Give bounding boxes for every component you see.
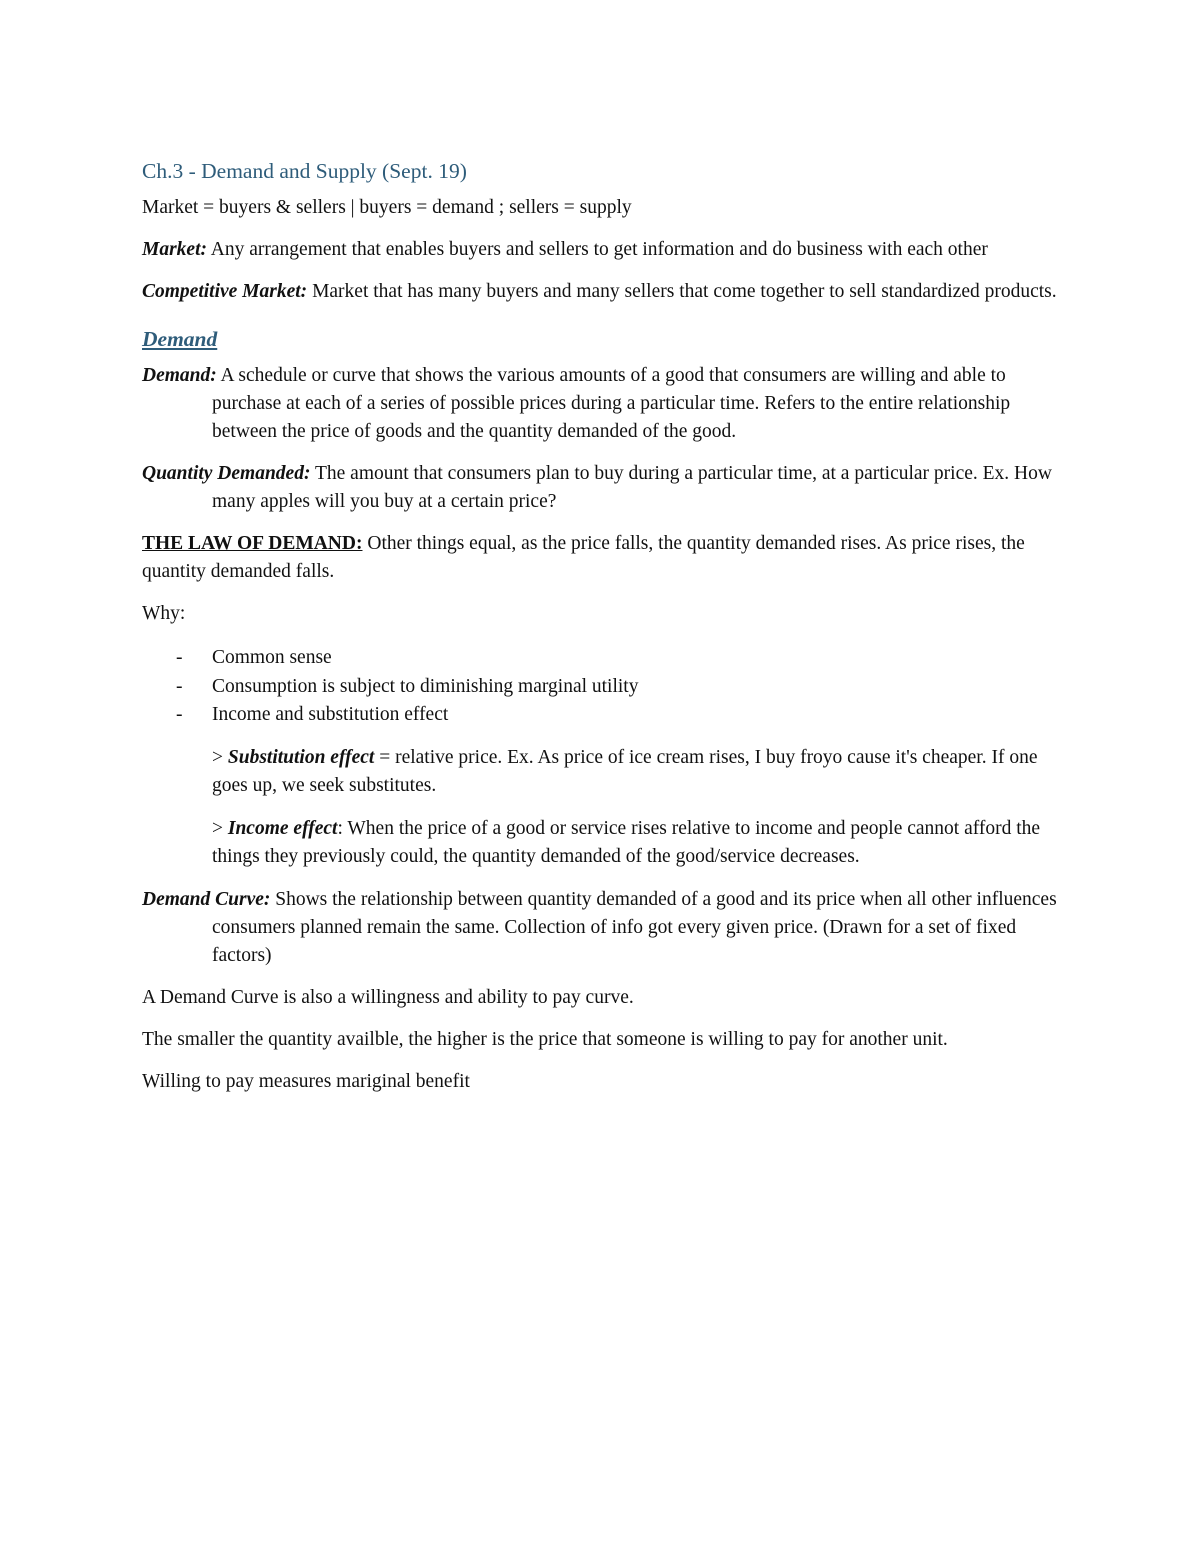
income-effect xyxy=(142,815,1062,871)
law-text: Other things equal, as the price falls, the quantity demanded rises. As price rises, the quantity demanded falls. xyxy=(142,533,1025,582)
definition-demand-curve xyxy=(142,886,1062,970)
list-item-text: Consumption is subject to diminishing marginal utility xyxy=(212,675,639,697)
effect-text: = relative price. Ex. As price of ice cream rises, I buy froyo cause it's cheaper. If one goes up, we seek substitutes. xyxy=(212,746,1038,796)
dash-bullet: - xyxy=(176,704,183,725)
reasons-list xyxy=(142,644,1062,730)
effect-term: Income effect xyxy=(227,817,338,839)
definition-demand xyxy=(142,362,1062,446)
section-heading-demand: Demand xyxy=(142,327,218,351)
list-item xyxy=(142,673,1062,702)
why-label: Why: xyxy=(142,603,186,624)
definition-market xyxy=(142,236,1062,264)
list-item-text: Income and substitution effect xyxy=(212,704,449,725)
definition-competitive-market xyxy=(142,278,1062,306)
definition-text: A schedule or curve that shows the various amounts of a good that consumers are willing and able to purchase at each of a series of possible prices during a particular time. Refers to the entire relationship between the price of goods and the quantity demanded of the good. xyxy=(212,365,1011,442)
substitution-effect xyxy=(142,744,1062,800)
effect-term: Substitution effect xyxy=(227,746,375,768)
closing-line: The smaller the quantity availble, the higher is the price that someone is willing to pay for another unit. xyxy=(142,1028,948,1050)
effect-text: : When the price of a good or service rises relative to income and people cannot afford the things they previously could, the quantity demanded of the good/service decreases. xyxy=(212,817,1041,867)
definition-text: The amount that consumers plan to buy during a particular time, at a particular price. Ex. How many apples will you buy at a certain price? xyxy=(212,463,1052,512)
definition-text: Any arrangement that enables buyers and sellers to get information and do business with each other xyxy=(207,239,988,260)
definition-term: Quantity Demanded: xyxy=(142,463,311,484)
definition-text: Shows the relationship between quantity demanded of a good and its price when all other influences consumers planned remain the same. Collection of info got every given price. (Drawn for a set of fixed factors) xyxy=(212,888,1057,966)
document-page xyxy=(142,156,1062,1110)
dash-bullet: - xyxy=(176,647,183,668)
closing-line: A Demand Curve is also a willingness and ability to pay curve. xyxy=(142,986,634,1008)
effect-prefix: > xyxy=(212,746,228,768)
closing-line: Willing to pay measures mariginal benefit xyxy=(142,1070,470,1092)
definition-term: Competitive Market: xyxy=(142,281,308,302)
definition-term: Demand Curve: xyxy=(142,888,271,910)
dash-bullet: - xyxy=(176,675,183,697)
law-label: THE LAW OF DEMAND: xyxy=(142,533,363,554)
definition-text: Market that has many buyers and many sellers that come together to sell standardized products. xyxy=(307,281,1057,302)
law-of-demand xyxy=(142,530,1062,586)
effect-prefix: > xyxy=(212,817,228,839)
list-item xyxy=(142,644,1062,673)
list-item xyxy=(142,701,1062,730)
definition-quantity-demanded xyxy=(142,460,1062,516)
definition-term: Market: xyxy=(142,239,207,260)
document-title: Ch.3 - Demand and Supply (Sept. 19) xyxy=(142,159,467,183)
list-item-text: Common sense xyxy=(212,647,332,668)
intro-line: Market = buyers & sellers | buyers = demand ; sellers = supply xyxy=(142,197,632,218)
definition-term: Demand: xyxy=(142,365,217,386)
